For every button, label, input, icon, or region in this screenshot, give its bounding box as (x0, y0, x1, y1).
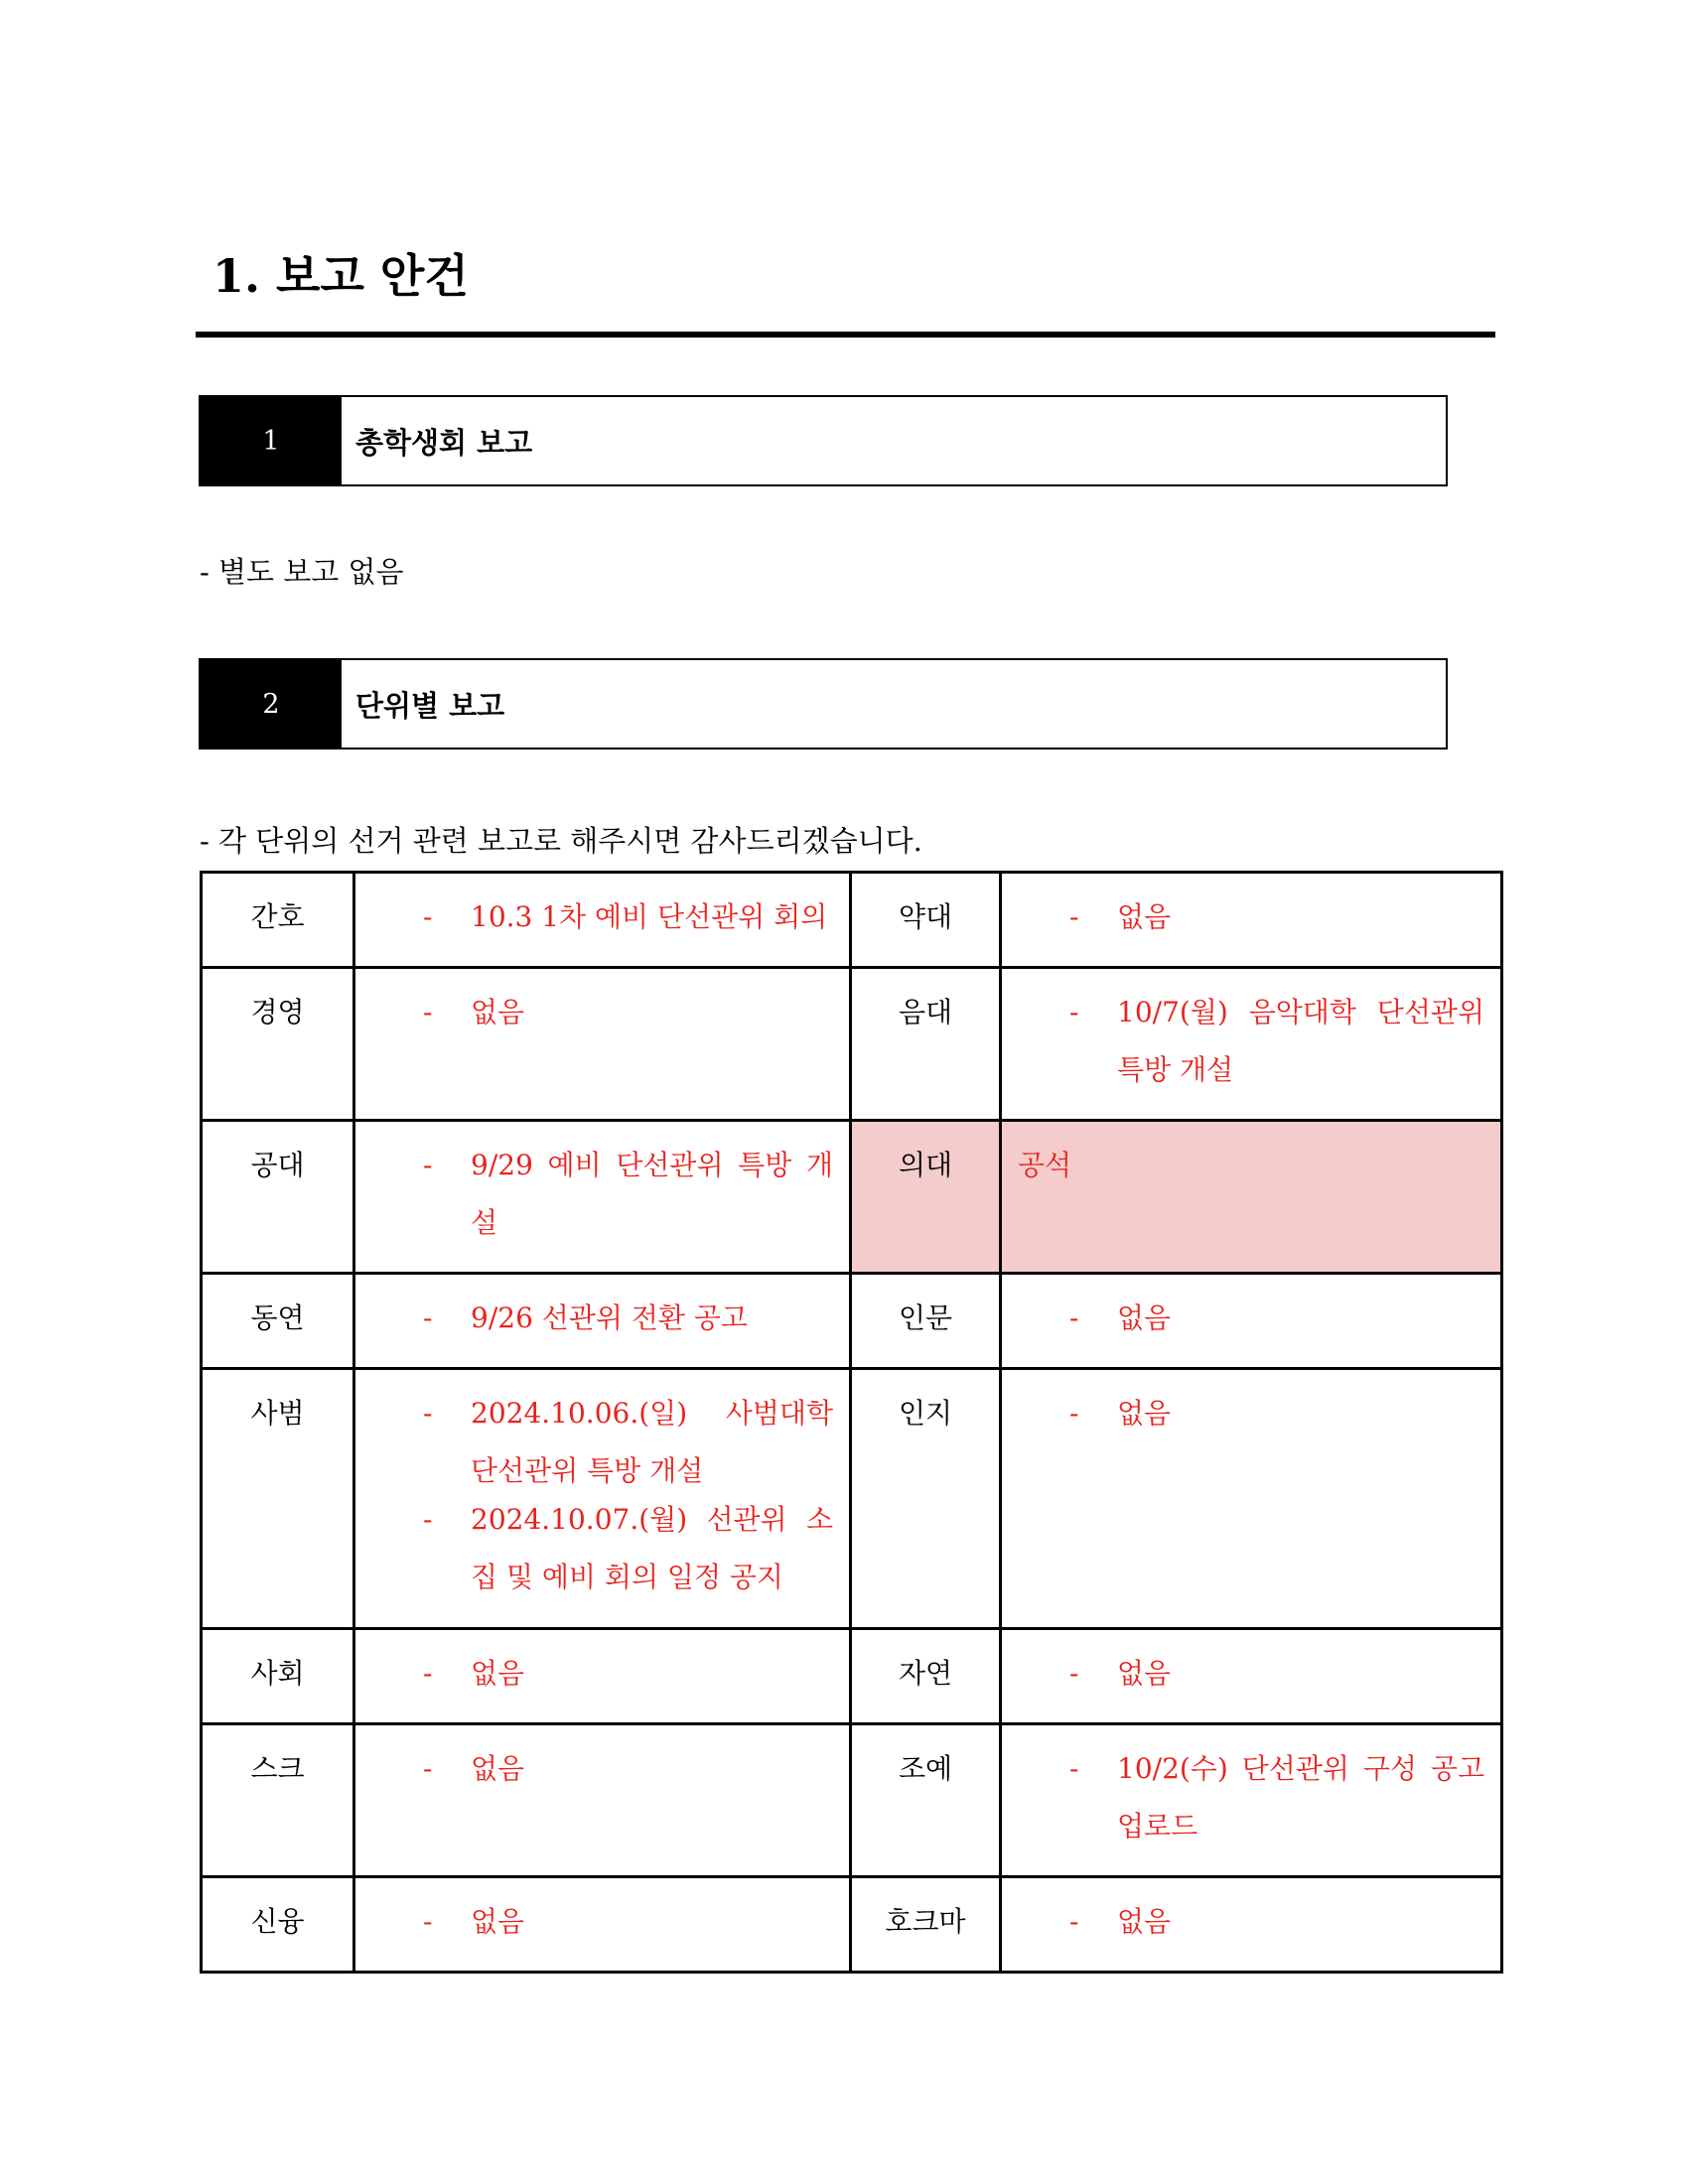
section-1-note: - 별도 보고 없음 (200, 555, 404, 589)
report-item: - 10/2(수) 단선관위 구성 공고 업로드 (1002, 1740, 1484, 1855)
table-row (202, 1724, 1502, 1877)
unit-name: 공대 (202, 1121, 354, 1274)
table-row (202, 1629, 1502, 1724)
unit-name: 동연 (202, 1274, 354, 1369)
page-title: 1. 보고 안건 (212, 249, 469, 303)
unit-name: 호크마 (851, 1877, 1001, 1973)
unit-report (354, 873, 851, 968)
unit-report (1001, 1877, 1502, 1973)
table-row (202, 1274, 1502, 1369)
section-label: 총학생회 보고 (355, 425, 533, 460)
unit-report (1001, 1724, 1502, 1877)
unit-name: 경영 (202, 968, 354, 1121)
report-item: - 없음 (1002, 888, 1484, 946)
unit-report (1001, 873, 1502, 968)
report-item: - 없음 (1002, 1645, 1484, 1703)
section-number: 1 (201, 397, 342, 484)
unit-report (354, 1274, 851, 1369)
report-item: - 없음 (1002, 1385, 1484, 1442)
unit-report (354, 1724, 851, 1877)
report-item: - 없음 (355, 1740, 833, 1798)
report-item: - 2024.10.07.(월) 선관위 소집 및 예비 회의 일정 공지 (355, 1491, 833, 1606)
unit-name: 의대 (851, 1121, 1001, 1274)
unit-name: 인지 (851, 1369, 1001, 1629)
table-row (202, 873, 1502, 968)
report-item: - 10/7(월) 음악대학 단선관위 특방 개설 (1002, 984, 1484, 1099)
table-row (202, 1877, 1502, 1973)
report-item: - 없음 (355, 1645, 833, 1703)
table-row (202, 1121, 1502, 1274)
report-item: - 없음 (1002, 1893, 1484, 1951)
unit-name: 약대 (851, 873, 1001, 968)
report-item: - 2024.10.06.(일) 사범대학 단선관위 특방 개설 (355, 1385, 833, 1500)
unit-report (354, 968, 851, 1121)
unit-report (1001, 1369, 1502, 1629)
table-row (202, 968, 1502, 1121)
title-rule (196, 332, 1495, 338)
section-2-note: - 각 단위의 선거 관련 보고로 해주시면 감사드리겠습니다. (200, 824, 922, 858)
unit-name: 간호 (202, 873, 354, 968)
unit-name: 자연 (851, 1629, 1001, 1724)
unit-report (354, 1877, 851, 1973)
section-number: 2 (201, 660, 342, 748)
unit-report (1001, 1274, 1502, 1369)
section-header-1 (199, 395, 1448, 486)
unit-name: 사범 (202, 1369, 354, 1629)
report-item: - 없음 (355, 1893, 833, 1951)
unit-name: 사회 (202, 1629, 354, 1724)
table-row (202, 1369, 1502, 1629)
report-item: - 없음 (1002, 1290, 1484, 1347)
unit-report-vacant: 공석 (1001, 1121, 1502, 1274)
unit-name: 인문 (851, 1274, 1001, 1369)
unit-report (1001, 968, 1502, 1121)
report-item: - 9/29 예비 단선관위 특방 개설 (355, 1137, 833, 1252)
unit-report (354, 1369, 851, 1629)
report-item: - 9/26 선관위 전환 공고 (355, 1290, 833, 1347)
section-label: 단위별 보고 (355, 688, 505, 723)
section-header-2 (199, 658, 1448, 750)
unit-report (354, 1121, 851, 1274)
unit-name: 스크 (202, 1724, 354, 1877)
unit-report-table (200, 871, 1503, 1974)
unit-report (354, 1629, 851, 1724)
report-item: - 10.3 1차 예비 단선관위 회의 (355, 888, 833, 946)
unit-name: 신융 (202, 1877, 354, 1973)
report-item: - 없음 (355, 984, 833, 1041)
unit-name: 음대 (851, 968, 1001, 1121)
unit-report (1001, 1629, 1502, 1724)
unit-name: 조예 (851, 1724, 1001, 1877)
